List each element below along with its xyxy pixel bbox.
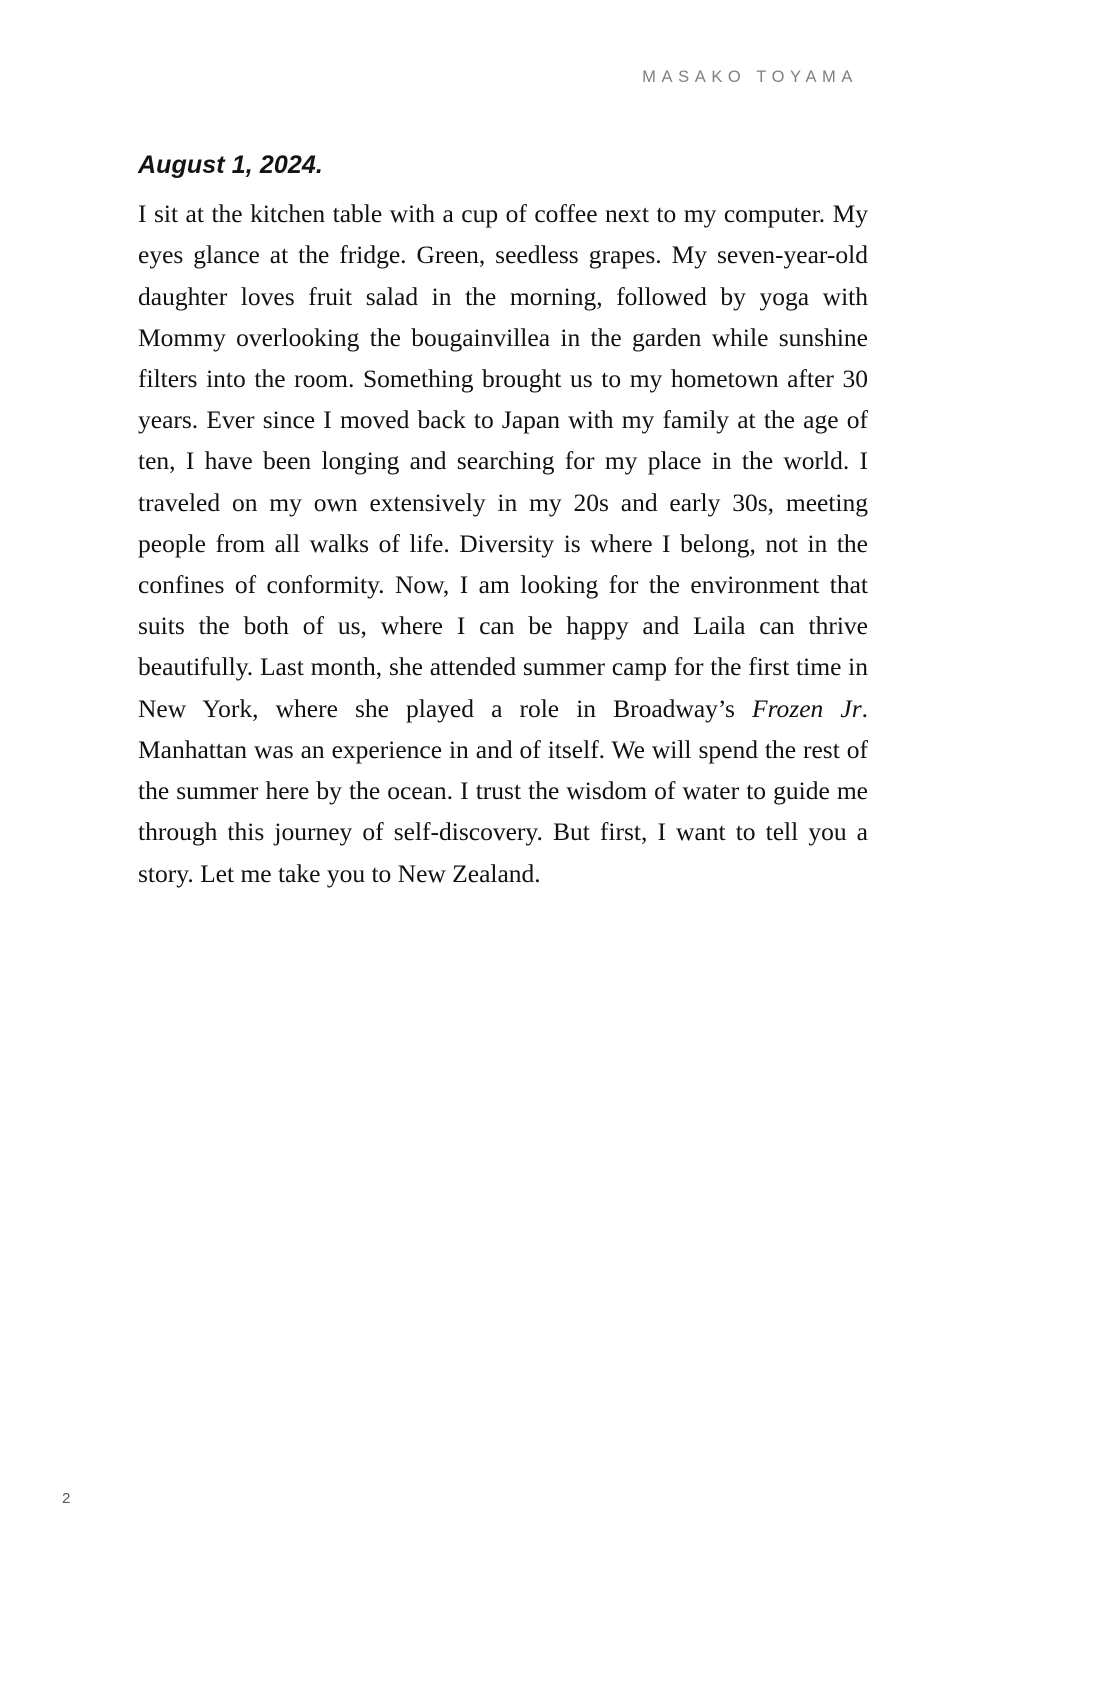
- paragraph-text-after-title: . Manhattan was an experience in and of itself. We will spend the rest of the summer here by the ocean. I trust the wisdom of water to guide me through this journey of self-discovery. But first, I want to tell you a story. Let me take you to New Zealand.: [138, 693, 868, 888]
- page-number: 2: [62, 1490, 71, 1507]
- paragraph-text-before-title: I sit at the kitchen table with a cup of coffee next to my computer. My eyes glance at the fridge. Green, seedless grapes. My seven-year-old daughter loves fruit salad in the morning, followed by yoga with Mommy overlooking the bougainvillea in the garden while sunshine filters into the room. Something brought us to my hometown after 30 years. Ever since I moved back to Japan with my family at the age of ten, I have been longing and searching for my place in the world. I traveled on my own extensively in my 20s and early 30s, meeting people from all walks of life. Diversity is where I belong, not in the confines of conformity. Now, I am looking for the environment that suits the both of us, where I can be happy and Laila can thrive beautifully. Last month, she attended summer camp for the first time in New York, where she played a role in Broadway’s: [138, 199, 868, 723]
- running-header-author: MASAKO TOYAMA: [642, 68, 858, 86]
- page-content: [138, 150, 868, 894]
- work-title-frozen-jr: Frozen Jr: [752, 693, 862, 723]
- entry-body-paragraph: [138, 193, 868, 893]
- entry-date-heading: August 1, 2024.: [138, 151, 323, 179]
